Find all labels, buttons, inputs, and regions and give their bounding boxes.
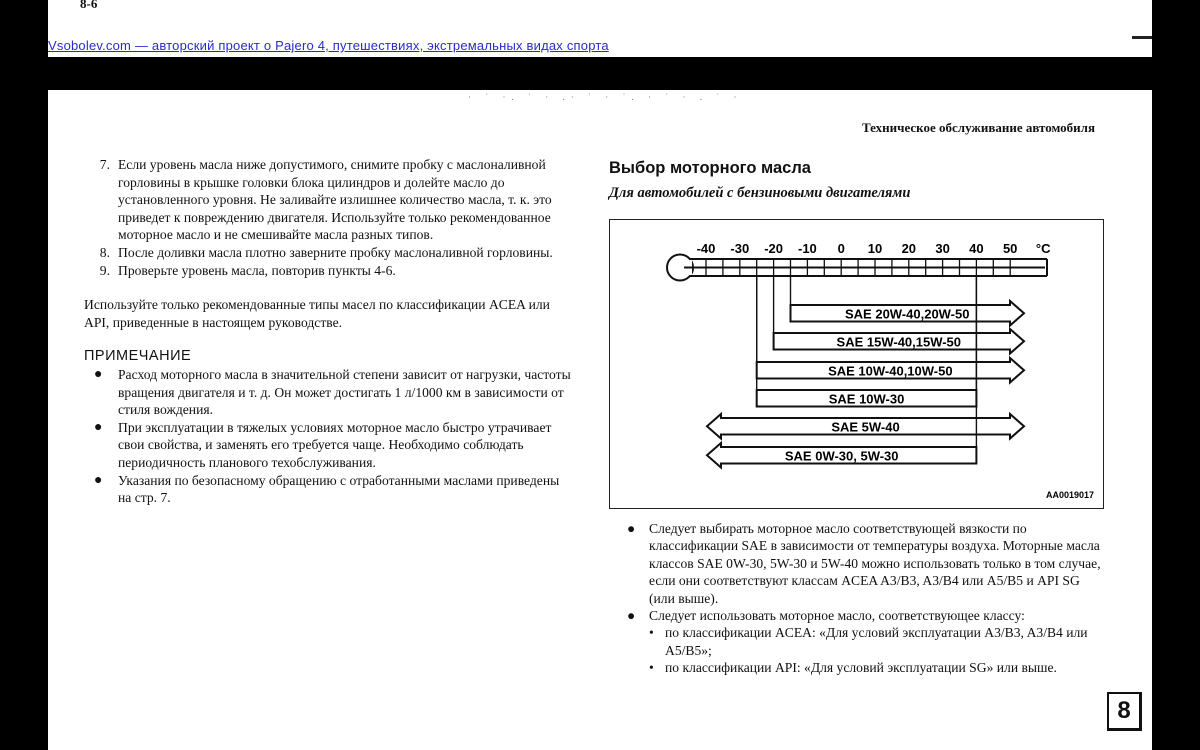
class-sub-bullet — [649, 659, 1109, 676]
bar-label: SAE 20W-40,20W-50 — [845, 306, 970, 322]
class-sub-bullet-text: по классификации API: «Для условий эксплуатации SG» или выше. — [665, 660, 1057, 676]
step-text: Проверьте уровень масла, повторив пункты 4-6. — [118, 262, 396, 278]
bullet-icon: ● — [627, 521, 636, 536]
oil-viscosity-chart — [609, 219, 1104, 509]
bullet-icon: ● — [94, 419, 103, 435]
x-tick-label: 20 — [901, 241, 917, 256]
oil-selection-text — [609, 520, 1109, 677]
x-tick-label: -10 — [798, 241, 817, 256]
x-tick-label: 0 — [837, 241, 845, 256]
bullet-icon: ● — [94, 366, 103, 382]
previous-page-strip — [48, 0, 1152, 57]
steps-list — [84, 156, 574, 279]
bullet-icon: ● — [94, 472, 103, 488]
bar-label: SAE 5W-40 — [831, 419, 900, 435]
note-item — [94, 366, 574, 419]
section-title: Выбор моторного масла — [609, 159, 811, 177]
x-tick-label: -40 — [696, 241, 716, 256]
selection-bullet-text: Следует использовать моторное масло, соответствующее классу: — [649, 608, 1025, 624]
step-item — [84, 244, 574, 262]
left-column — [84, 156, 574, 507]
figure-code: AA0019017 — [1045, 490, 1094, 500]
note-text: Расход моторного масла в значительной степени зависит от нагрузки, частоты вращения двигателя и т. д. Он может достигать 1 л/1000 км в зависимости от стиля вождения. — [118, 366, 571, 418]
x-tick-label: -30 — [730, 241, 750, 256]
selection-bullet — [627, 520, 1109, 607]
step-number: 7. — [99, 157, 110, 172]
small-bullet-icon: • — [649, 625, 654, 641]
class-sub-bullet — [649, 624, 1109, 659]
bar-label: SAE 10W-40,10W-50 — [828, 363, 953, 379]
step-item — [84, 156, 574, 244]
page-number-badge: 8 — [1107, 692, 1142, 731]
previous-page-number: 8-6 — [80, 0, 98, 11]
step-item — [84, 262, 574, 280]
manual-page — [48, 90, 1152, 750]
x-tick-label: 10 — [867, 241, 883, 256]
selection-bullet-text: Следует выбирать моторное масло соответствующей вязкости по классификации SAE в зависимости от температуры воздуха. Моторные масла классов SAE 0W-30, 5W-30 и 5W-40 можно использовать только в том случае, если они соответствуют классам ACEA A3/B3, A3/B4 или A5/B5 и API SG (или выше). — [649, 521, 1101, 606]
oil-classification-paragraph: Используйте только рекомендованные типы масел по классификации ACEA или API, приведенные в настоящем руководстве. — [84, 297, 550, 330]
scan-mark — [1132, 36, 1152, 39]
bullet-icon: ● — [627, 608, 636, 624]
scan-noise: · ˙ ·. ˙ · .· ˙ · ˙. · ˙ · . ˙ · — [468, 92, 743, 102]
bar-label: SAE 0W-30, 5W-30 — [784, 448, 899, 464]
note-title: ПРИМЕЧАНИЕ — [84, 348, 192, 365]
x-tick-label: 40 — [969, 241, 984, 256]
step-number: 8. — [99, 244, 110, 260]
selection-bullet — [627, 607, 1109, 624]
note-item — [94, 419, 574, 472]
x-tick-label: 30 — [935, 241, 950, 256]
source-link[interactable]: Vsobolev.com — авторский проект о Pajero 4, путешествиях, экстремальных видах спорта — [48, 38, 609, 53]
right-column — [609, 156, 1109, 676]
chart-svg — [610, 220, 1102, 507]
note-text: При эксплуатации в тяжелых условиях моторное масло быстро утрачивает свои свойства, и заменять его требуется чаще. Необходимо соблюдать периодичность планового техобслуживания. — [118, 419, 552, 470]
bar-label: SAE 15W-40,15W-50 — [836, 334, 962, 350]
section-subtitle: Для автомобилей с бензиновыми двигателями — [609, 185, 911, 201]
step-number: 9. — [99, 262, 110, 278]
x-tick-label: 50 — [1002, 241, 1018, 256]
step-text: После доливки масла плотно заверните пробку маслоналивной горловины. — [118, 244, 553, 260]
bar-label: SAE 10W-30 — [828, 391, 905, 407]
x-tick-label: -20 — [764, 241, 783, 256]
class-sub-bullet-text: по классификации ACEA: «Для условий эксплуатации A3/B3, A3/B4 или A5/B5»; — [665, 625, 1088, 658]
running-header: Техническое обслуживание автомобиля — [861, 120, 1095, 135]
step-text: Если уровень масла ниже допустимого, снимите пробку с маслоналивной горловины в крышке головки блока цилиндров и долейте масло до установленного уровня. Не заливайте излишнее количество масла, т. к. это приведет к повреждению двигателя. Используйте только рекомендованное моторное масло и не смешивайте масла разных типов. — [118, 157, 552, 243]
unit-label: °C — [1035, 241, 1051, 256]
note-text: Указания по безопасному обращению с отработанными маслами приведены на стр. 7. — [118, 472, 560, 506]
small-bullet-icon: • — [649, 660, 654, 676]
note-item — [94, 472, 574, 507]
